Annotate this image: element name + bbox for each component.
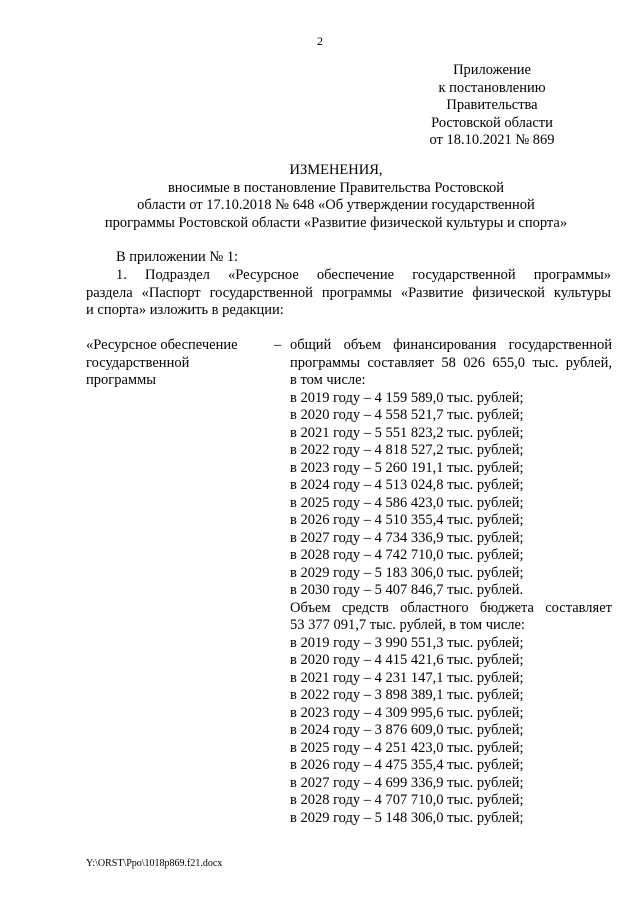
year-amount-item: в 2024 году – 4 513 024,8 тыс. рублей; xyxy=(290,477,524,493)
item-1-line: и спорта» изложить в редакции: xyxy=(86,302,284,318)
title-heading: ИЗМЕНЕНИЯ, xyxy=(289,162,383,178)
regional-by-year-list xyxy=(290,635,612,828)
intro-paragraph: В приложении № 1: xyxy=(116,249,239,265)
year-amount-item: в 2025 году – 4 586 423,0 тыс. рублей; xyxy=(290,494,524,511)
item-1-line: раздела «Паспорт государственной программы «Развитие физической культуры xyxy=(86,284,611,301)
document-title xyxy=(86,162,586,232)
year-amount-item: в 2021 году – 4 231 147,1 тыс. рублей; xyxy=(290,669,524,686)
regional-budget-line: Объем средств областного бюджета составляет xyxy=(290,599,612,616)
year-amount-item: в 2022 году – 3 898 389,1 тыс. рублей; xyxy=(290,687,524,703)
year-amount-item: в 2022 году – 4 818 527,2 тыс. рублей; xyxy=(290,442,524,458)
approval-line: Приложение xyxy=(453,62,531,78)
title-subline: вносимые в постановление Правительства Ростовской xyxy=(167,179,505,196)
year-amount-item: в 2029 году – 5 183 306,0 тыс. рублей; xyxy=(290,564,524,581)
approval-line: Правительства xyxy=(446,97,538,113)
year-amount-item: в 2021 году – 5 551 823,2 тыс. рублей; xyxy=(290,424,524,441)
year-amount-item: в 2023 году – 5 260 191,1 тыс. рублей; xyxy=(290,459,524,476)
regional-budget-line: 53 377 091,7 тыс. рублей, в том числе: xyxy=(290,617,525,633)
year-amount-item: в 2029 году – 5 148 306,0 тыс. рублей; xyxy=(290,809,524,826)
year-amount-item: в 2026 году – 4 510 355,4 тыс. рублей; xyxy=(290,512,524,528)
approval-stamp xyxy=(402,62,582,150)
resource-label-line: программы xyxy=(86,372,156,388)
page-number: 2 xyxy=(317,34,323,48)
year-amount-item: в 2027 году – 4 734 336,9 тыс. рублей; xyxy=(290,529,524,546)
title-subline: области от 17.10.2018 № 648 «Об утверждении государственной xyxy=(137,197,535,213)
year-amount-item: в 2028 году – 4 707 710,0 тыс. рублей; xyxy=(290,792,524,808)
approval-line: к постановлению xyxy=(438,79,546,96)
year-amount-item: в 2027 году – 4 699 336,9 тыс. рублей; xyxy=(290,774,524,791)
year-amount-item: в 2020 году – 4 558 521,7 тыс. рублей; xyxy=(290,407,524,423)
year-amount-item: в 2019 году – 4 159 589,0 тыс. рублей; xyxy=(290,389,524,406)
approval-line: Ростовской области xyxy=(431,114,553,131)
resource-label xyxy=(86,337,266,390)
year-amount-item: в 2026 году – 4 475 355,4 тыс. рублей; xyxy=(290,757,524,773)
year-amount-item: в 2024 году – 3 876 609,0 тыс. рублей; xyxy=(290,722,524,738)
total-financing-line: общий объем финансирования государственной xyxy=(290,337,612,353)
year-amount-item: в 2020 году – 4 415 421,6 тыс. рублей; xyxy=(290,652,524,668)
year-amount-item: в 2030 году – 5 407 846,7 тыс. рублей. xyxy=(290,582,524,598)
year-amount-item: в 2028 году – 4 742 710,0 тыс. рублей; xyxy=(290,547,524,563)
file-path-footer: Y:\ORST\Ppo\1018p869.f21.docx xyxy=(86,858,223,869)
total-by-year-list xyxy=(290,390,612,600)
title-subline: программы Ростовской области «Развитие физической культуры и спорта» xyxy=(104,214,568,231)
resource-label-line: «Ресурсное обеспечение xyxy=(86,337,238,353)
item-1-line: 1. Подраздел «Ресурсное обеспечение государственной программы» xyxy=(116,267,611,283)
year-amount-item: в 2023 году – 4 309 995,6 тыс. рублей; xyxy=(290,704,524,721)
total-financing-line: программы составляет 58 026 655,0 тыс. рублей, xyxy=(290,354,612,371)
resource-details xyxy=(290,337,612,827)
approval-date-line: от 18.10.2021 № 869 xyxy=(429,132,555,148)
year-amount-item: в 2025 году – 4 251 423,0 тыс. рублей; xyxy=(290,739,524,756)
resource-label-line: государственной xyxy=(86,354,190,371)
dash-separator: – xyxy=(274,337,282,353)
total-financing-line: в том числе: xyxy=(290,372,366,388)
item-1-paragraph xyxy=(86,267,611,320)
year-amount-item: в 2019 году – 3 990 551,3 тыс. рублей; xyxy=(290,634,524,651)
